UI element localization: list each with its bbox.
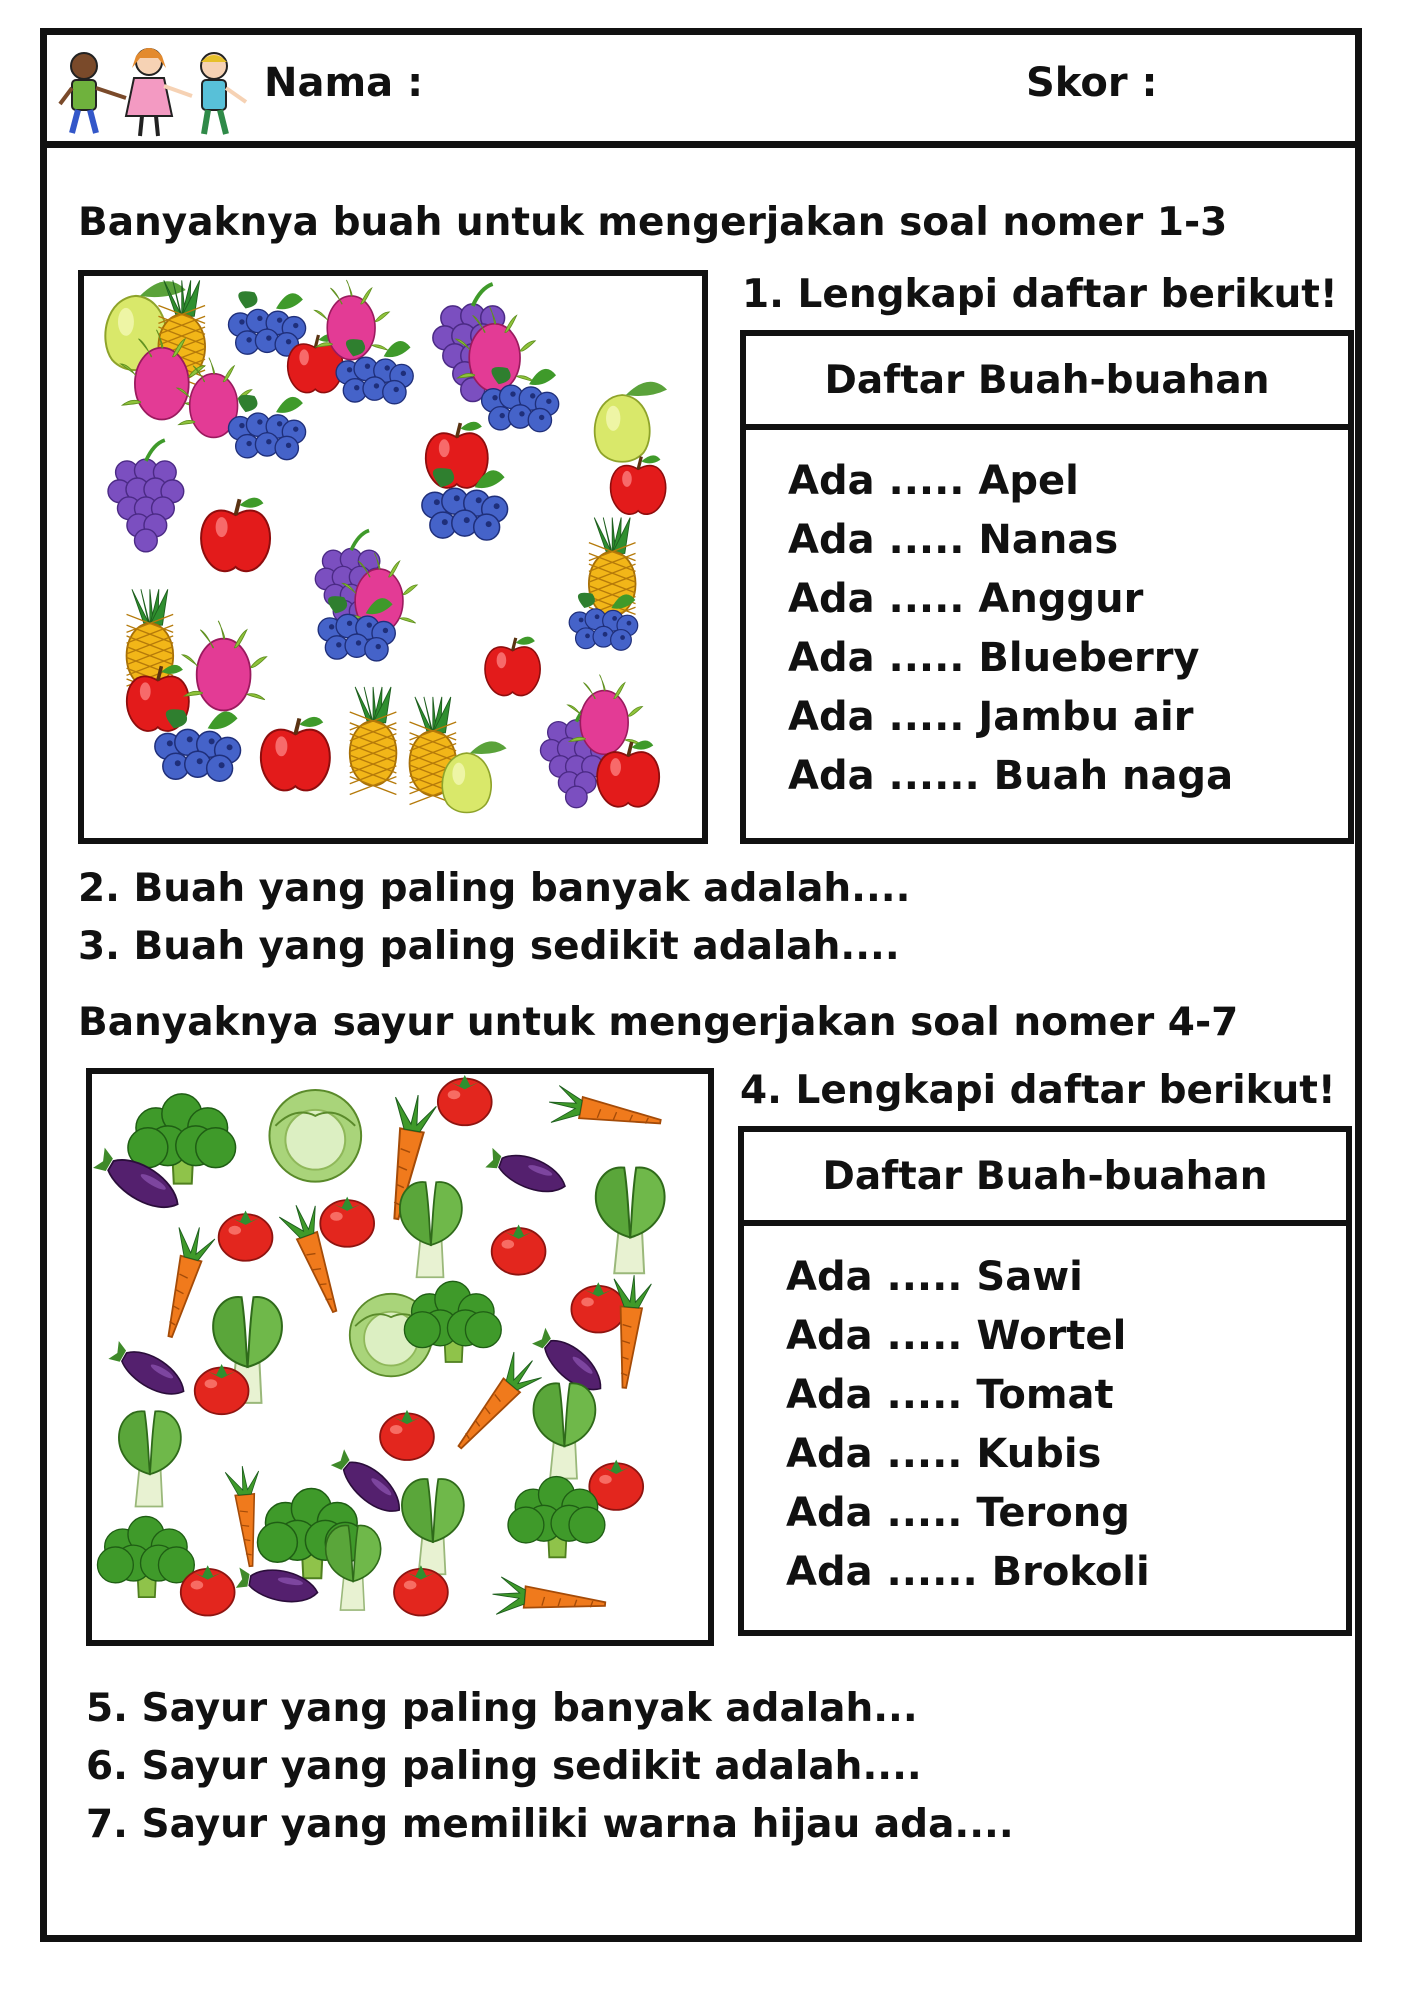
mustard-green-icon (119, 1411, 181, 1506)
fruit-section-title: Banyaknya buah untuk mengerjakan soal nomer 1-3 (78, 200, 1228, 245)
broccoli-icon (97, 1516, 194, 1597)
name-label: Nama : (264, 60, 424, 106)
tomato-icon (571, 1282, 625, 1332)
carrot-icon (546, 1084, 664, 1141)
fruit-list-table (740, 330, 1354, 844)
apple-icon (201, 498, 270, 572)
mustard-green-icon (596, 1167, 665, 1273)
dragon-fruit-icon (182, 621, 266, 711)
apple-icon (261, 717, 330, 791)
vegetable-section-title: Banyaknya sayur untuk mengerjakan soal nomer 4-7 (78, 1000, 1239, 1045)
vegetable-row-kubis: Ada ..... Kubis (786, 1431, 1102, 1477)
carrot-icon (151, 1222, 217, 1341)
carrot-icon (445, 1348, 546, 1459)
fruit-row-buah-naga: Ada ...... Buah naga (788, 753, 1234, 799)
tomato-icon (320, 1197, 374, 1247)
apple-icon (611, 455, 666, 514)
score-label: Skor : (1026, 60, 1158, 106)
vegetable-row-terong: Ada ..... Terong (786, 1490, 1130, 1536)
water-guava-icon (595, 382, 667, 462)
vegetable-row-tomat: Ada ..... Tomat (786, 1372, 1114, 1418)
fruit-row-anggur: Ada ..... Anggur (788, 576, 1144, 622)
eggplant-icon (106, 1338, 191, 1404)
question-7: 7. Sayur yang memiliki warna hijau ada.... (86, 1802, 1014, 1847)
vegetable-row-brokoli: Ada ...... Brokoli (786, 1549, 1150, 1595)
vegetable-picture (86, 1068, 714, 1646)
tomato-icon (219, 1211, 273, 1261)
mustard-green-icon (533, 1383, 595, 1478)
pineapple-icon (350, 687, 397, 795)
carrot-icon (491, 1576, 607, 1623)
fruit-table-title: Daftar Buah-buahan (746, 336, 1348, 430)
eggplant-icon (484, 1144, 570, 1200)
blueberry-icon (228, 395, 305, 460)
question-5: 5. Sayur yang paling banyak adalah... (86, 1686, 918, 1731)
question-2: 2. Buah yang paling banyak adalah.... (78, 866, 911, 911)
question-4: 4. Lengkapi daftar berikut! (740, 1068, 1336, 1113)
cabbage-icon (269, 1090, 361, 1182)
vegetable-collection-illustration (92, 1074, 708, 1640)
fruit-row-nanas: Ada ..... Nanas (788, 517, 1119, 563)
grape-icon (108, 440, 184, 552)
question-3: 3. Buah yang paling sedikit adalah.... (78, 924, 900, 969)
fruit-collection-illustration (84, 276, 702, 838)
fruit-row-blueberry: Ada ..... Blueberry (788, 635, 1200, 681)
mustard-green-icon (402, 1479, 464, 1574)
children-holding-hands-icon (54, 38, 254, 142)
vegetable-row-sawi: Ada ..... Sawi (786, 1254, 1083, 1300)
question-1: 1. Lengkapi daftar berikut! (742, 272, 1338, 317)
tomato-icon (380, 1410, 434, 1460)
vegetable-list-table (738, 1126, 1352, 1636)
vegetable-table-title: Daftar Buah-buahan (744, 1132, 1346, 1226)
tomato-icon (438, 1075, 492, 1125)
vegetable-row-wortel: Ada ..... Wortel (786, 1313, 1127, 1359)
fruit-picture (78, 270, 708, 844)
tomato-icon (492, 1224, 546, 1274)
apple-icon (485, 637, 540, 696)
fruit-row-apel: Ada ..... Apel (788, 458, 1079, 504)
fruit-row-jambu-air: Ada ..... Jambu air (788, 694, 1194, 740)
mustard-green-icon (400, 1182, 462, 1277)
blueberry-icon (228, 291, 305, 356)
question-6: 6. Sayur yang paling sedikit adalah.... (86, 1744, 922, 1789)
